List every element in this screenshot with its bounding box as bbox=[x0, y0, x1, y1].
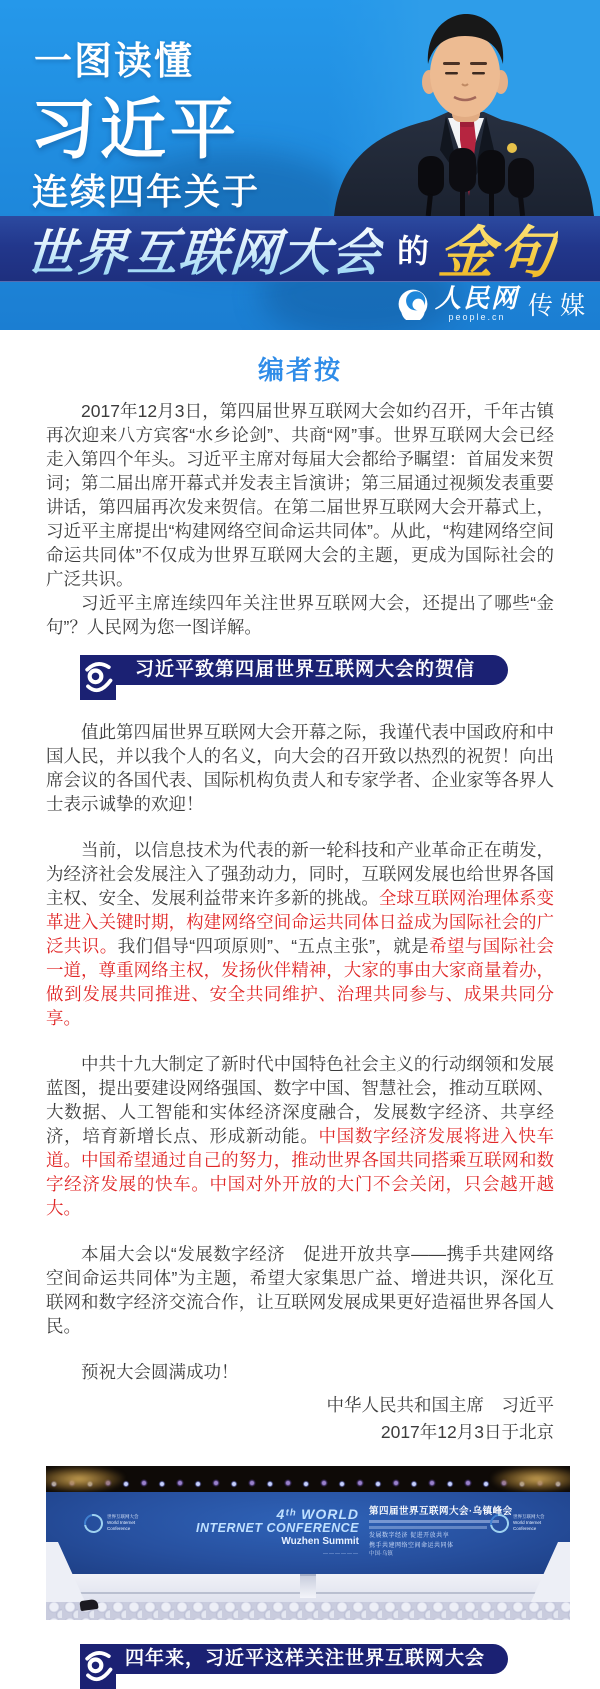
letter-paragraph bbox=[46, 1360, 554, 1384]
wic-swirl-icon bbox=[80, 1644, 116, 1689]
letter-paragraph bbox=[46, 1052, 554, 1220]
logo-cn-text: 人民网 bbox=[434, 284, 519, 313]
wic-side-logo-left bbox=[84, 1514, 150, 1533]
band-main-title: 世界互联网大会 bbox=[23, 213, 385, 285]
editor-paragraph: 2017年12月3日，第四届世界互联网大会如约召开，千年古镇再次迎来八方宾客“水乡论剑”、共商“网”事。世界互联网大会已经走入第四个年头。习近平主席对每届大会都给予瞩望：首届发来贺词；第二届出席开幕式并发表主旨演讲；第三届通过视频发表重要讲话，第四届再次发来贺信。在第二届世界互联网大会开幕式上，习近平主席提出“构建网络空间命运共同体”。从此，“构建网络空间命运共同体”不仅成为世界互联网大会的主题，更成为国际社会的广泛共识。 bbox=[46, 401, 554, 589]
backdrop-en-line1: 4ᵗʰ WORLD bbox=[276, 1506, 359, 1522]
letter-text-run: 中共十九大制定了新时代中国特色社会主义的行动纲领和发展蓝图，提出要建设网络强国、数字中国、智慧社会，推动互联网、大数据、人工智能和实体经济深度融合，发展数字经济、共享经济，培育新增长点、形成新动能。 bbox=[46, 1054, 554, 1146]
backdrop-en-line2: INTERNET CONFERENCE bbox=[196, 1521, 359, 1536]
people-cn-logo bbox=[397, 286, 592, 322]
backdrop-cn-sub1: 发展数字经济 促进开放共享 bbox=[368, 1532, 450, 1539]
section-title: 习近平致第四届世界互联网大会的贺信 bbox=[134, 659, 475, 680]
letter-paragraph bbox=[46, 720, 554, 816]
band-particle: 的 bbox=[397, 233, 430, 269]
article-body bbox=[0, 350, 600, 1689]
header-title-band bbox=[0, 216, 600, 282]
letter-paragraph bbox=[46, 838, 554, 1030]
wic-side-logo-right bbox=[490, 1514, 556, 1533]
wic-side-logo-text: 世界互联网大会 World Internet Conference bbox=[107, 1514, 139, 1531]
stage-backdrop bbox=[46, 1492, 570, 1576]
backdrop-date-small: —————— bbox=[322, 1551, 359, 1558]
letter-text-run: 本届大会以“发展数字经济 促进开放共享——携手共建网络空间命运共同体”为主题，希望大家集思广益、增进共识，深化互联网和数字经济交流合作，让互联网发展成果更好造福世界各国人民。 bbox=[46, 1244, 554, 1336]
letter-text-run: 当前，以信息技术为代表的新一轮科技和产业革命正在萌发，为经济社会发展注入了强劲动力，同时，互联网发展也给世界各国主权、安全、发展利益带来许多新的挑战。 bbox=[46, 840, 554, 908]
wic-swirl-icon bbox=[486, 1510, 512, 1536]
backdrop-cn-sub2: 携手共建网络空间命运共同体 bbox=[368, 1542, 454, 1549]
editor-note-title: 编者按 bbox=[257, 355, 342, 385]
audience-chairs bbox=[46, 1602, 570, 1620]
wic-side-logo-text: 世界互联网大会 World Internet Conference bbox=[513, 1514, 545, 1531]
logo-suffix-text: 传媒 bbox=[527, 292, 592, 320]
lapel-badge bbox=[507, 143, 517, 153]
header-banner bbox=[0, 0, 600, 330]
highlighted-quote: 中国数字经济发展将进入快车道。中国希望通过自己的努力，推动世界各国共同搭乘互联网和数字经济发展的快车。中国对外开放的大门不会关闭，只会越开越大。 bbox=[46, 1126, 554, 1218]
letter-text-run: 值此第四届世界互联网大会开幕之际，我谨代表中国政府和中国人民，并以我个人的名义，向大会的召开致以热烈的祝贺！向出席会议的各国代表、国际机构负责人和专家学者、企业家等各界人士表示诚挚的欢迎！ bbox=[46, 722, 554, 814]
people-cn-swirl-icon bbox=[397, 288, 429, 320]
section-banner-timeline bbox=[80, 1644, 508, 1689]
header-subtitle: 连续四年关于 bbox=[32, 171, 261, 212]
backdrop-en-line3: Wuzhen Summit bbox=[281, 1536, 359, 1548]
conference-photo bbox=[46, 1466, 570, 1620]
letter-paragraph bbox=[46, 1242, 554, 1338]
stage-podium bbox=[300, 1574, 316, 1598]
signature-date: 2017年12月3日于北京 bbox=[380, 1422, 554, 1442]
letter-signature bbox=[46, 1392, 554, 1446]
logo-domain-text: people.cn bbox=[448, 312, 506, 322]
letter-text-run: 我们倡导“四项原则”、“五点主张”，就是 bbox=[117, 936, 430, 956]
section-title: 四年来，习近平这样关注世界互联网大会 bbox=[124, 1648, 485, 1669]
section-banner-letter bbox=[80, 655, 508, 700]
backdrop-subtitle-bar bbox=[369, 1526, 487, 1529]
header-kicker: 一图读懂 bbox=[34, 41, 195, 83]
wic-swirl-icon bbox=[80, 1510, 106, 1536]
header-name: 习近平 bbox=[30, 92, 240, 166]
backdrop-cn-title: 第四届世界互联网大会·乌镇峰会 bbox=[368, 1506, 513, 1517]
backdrop-location: 中国·乌镇 bbox=[368, 1550, 393, 1557]
signature-name: 中华人民共和国主席 习近平 bbox=[326, 1395, 554, 1415]
highlighted-quote: 希望与国际社会一道，尊重网络主权，发扬伙伴精神，大家的事由大家商量着办，做到发展共同推进、安全共同维护、治理共同参与、成果共同分享。 bbox=[46, 936, 554, 1028]
stage-floor bbox=[46, 1574, 570, 1602]
wic-swirl-icon bbox=[80, 655, 116, 700]
backdrop-title-block bbox=[196, 1507, 513, 1558]
editor-note-text bbox=[46, 399, 554, 639]
highlighted-quote: 全球互联网治理体系变革进入关键时期，构建网络空间命运共同体日益成为国际社会的广泛共识。 bbox=[46, 888, 555, 956]
letter-text-run: 预祝大会圆满成功！ bbox=[81, 1362, 239, 1382]
letter-text bbox=[46, 720, 554, 1384]
backdrop-subtitle-bar bbox=[369, 1520, 499, 1523]
editor-paragraph: 习近平主席连续四年关注世界互联网大会，还提出了哪些“金句”？人民网为您一图详解。 bbox=[46, 593, 554, 637]
xi-jinping-photo bbox=[328, 0, 600, 216]
stage-lights bbox=[46, 1466, 570, 1494]
band-gold-title: 金句 bbox=[436, 209, 560, 289]
